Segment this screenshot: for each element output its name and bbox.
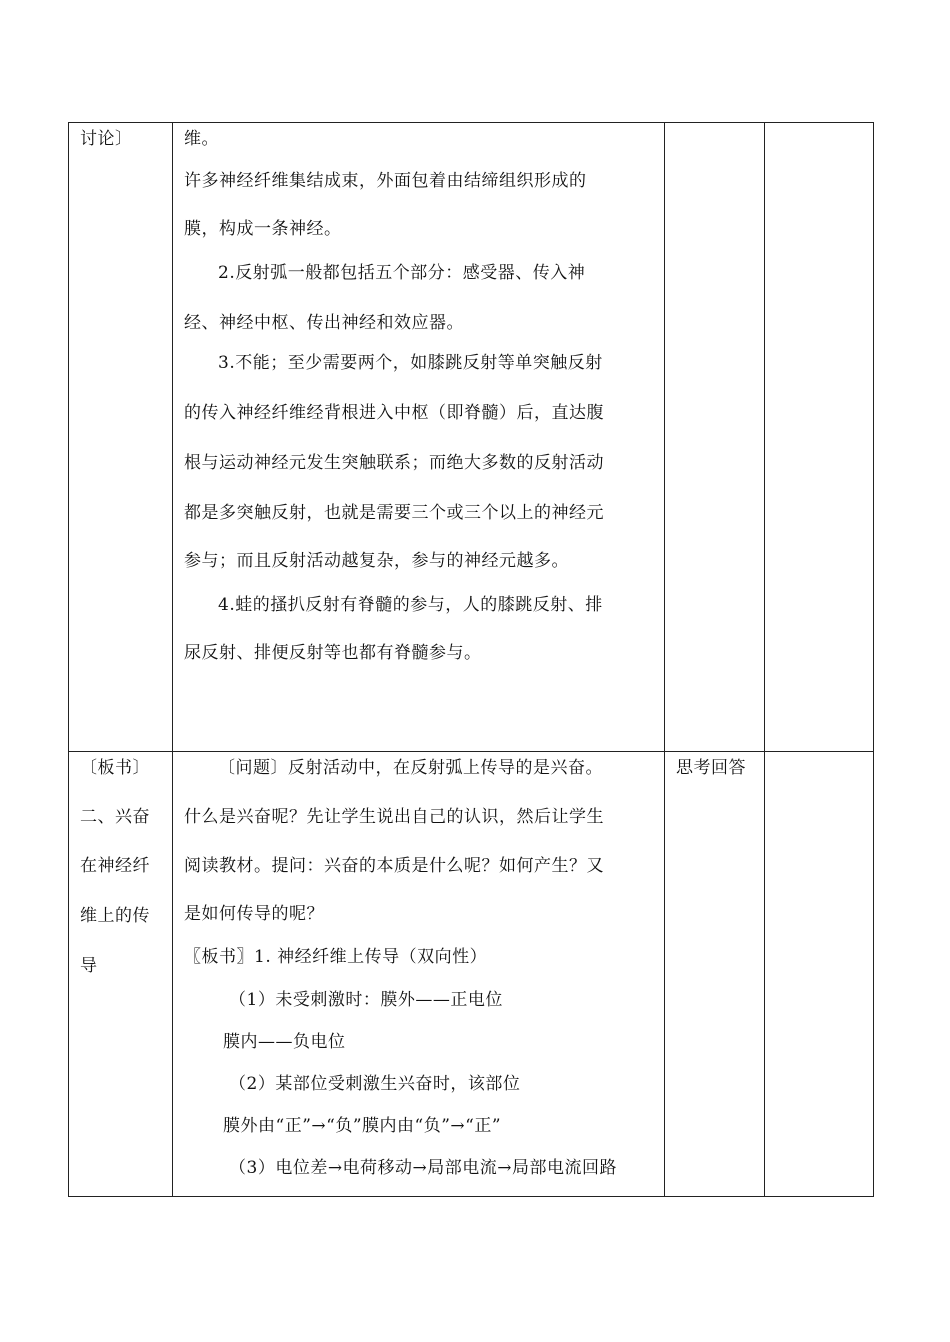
student-activity-label: 思考回答 [676, 758, 746, 778]
content-line: 什么是兴奋呢？先让学生说出自己的认识，然后让学生 [184, 807, 604, 827]
table-row [69, 123, 874, 752]
content-line: 许多神经纤维集结成束，外面包着由结缔组织形成的 [184, 171, 587, 191]
content-line: 根与运动神经元发生突触联系；而绝大多数的反射活动 [184, 453, 604, 473]
content-line: 2.反射弧一般都包括五个部分：感受器、传入神 [218, 263, 586, 283]
board-note: （2）某部位受刺激生兴奋时，该部位 [229, 1074, 521, 1094]
board-note: 膜外由“正”→“负”膜内由“负”→“正” [223, 1116, 502, 1136]
content-line: 膜，构成一条神经。 [184, 219, 342, 239]
content-cell [173, 123, 665, 752]
content-line: 4.蛙的搔扒反射有脊髓的参与，人的膝跳反射、排 [218, 595, 603, 615]
step-label: 在神经纤 [80, 856, 150, 876]
content-line: 经、神经中枢、传出神经和效应器。 [184, 313, 464, 333]
notes-cell [765, 752, 874, 1197]
step-label: 二、兴奋 [80, 807, 150, 827]
step-label: 讨论〕 [80, 129, 133, 149]
student-activity-cell [665, 123, 765, 752]
content-line: 都是多突触反射，也就是需要三个或三个以上的神经元 [184, 503, 604, 523]
step-label: 〔板书〕 [80, 758, 150, 778]
lesson-plan-table [68, 122, 874, 1197]
content-line: 〔问题〕反射活动中，在反射弧上传导的是兴奋。 [218, 758, 603, 778]
content-line: 的传入神经纤维经背根进入中枢（即脊髓）后，直达腹 [184, 403, 604, 423]
content-line: 参与；而且反射活动越复杂，参与的神经元越多。 [184, 551, 569, 571]
step-label: 导 [80, 956, 98, 976]
content-line: 尿反射、排便反射等也都有脊髓参与。 [184, 643, 482, 663]
step-cell [69, 123, 173, 752]
content-line: 阅读教材。提问：兴奋的本质是什么呢？如何产生？又 [184, 856, 604, 876]
board-note: 〖板书〗1. 神经纤维上传导（双向性） [184, 947, 488, 967]
board-note: （1）未受刺激时：膜外——正电位 [229, 990, 503, 1010]
board-note: （3）电位差→电荷移动→局部电流→局部电流回路 [229, 1158, 618, 1178]
step-label: 维上的传 [80, 906, 150, 926]
content-cell [173, 752, 665, 1197]
content-line: 维。 [184, 129, 219, 149]
step-cell [69, 752, 173, 1197]
notes-cell [765, 123, 874, 752]
student-activity-cell [665, 752, 765, 1197]
board-note: 膜内——负电位 [223, 1032, 346, 1052]
content-line: 是如何传导的呢？ [184, 904, 324, 924]
table-row [69, 752, 874, 1197]
content-line: 3.不能；至少需要两个，如膝跳反射等单突触反射 [218, 353, 603, 373]
